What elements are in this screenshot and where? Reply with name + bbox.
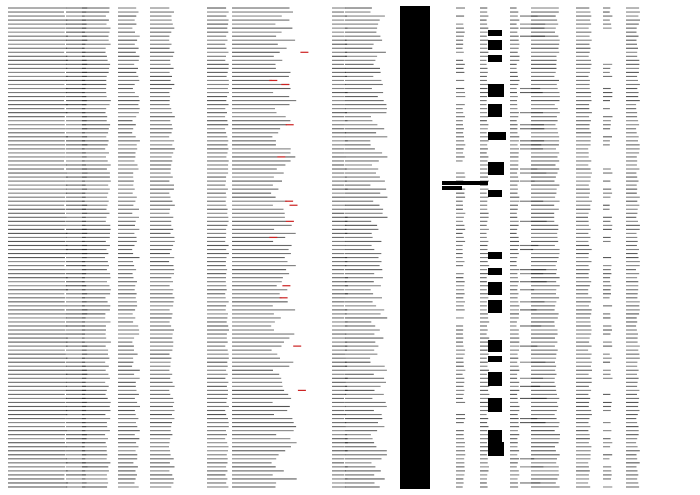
table-row <box>8 305 639 306</box>
red-accent-mark <box>280 297 288 298</box>
table-row <box>8 358 640 359</box>
table-row <box>8 333 638 334</box>
table-row <box>8 382 638 383</box>
table-row <box>8 454 637 455</box>
red-accent-mark <box>290 205 298 206</box>
table-row <box>8 217 636 218</box>
table-row <box>8 281 638 282</box>
table-row <box>8 426 639 427</box>
table-row <box>8 249 639 250</box>
table-row <box>8 430 639 431</box>
table-row <box>8 225 640 226</box>
table-row <box>8 398 639 399</box>
table-row <box>8 342 638 343</box>
redaction-block <box>488 190 502 197</box>
table-row <box>8 338 638 339</box>
table-row <box>8 386 637 387</box>
red-accent-mark <box>285 201 293 202</box>
table-row <box>8 350 638 351</box>
table-row <box>8 442 636 443</box>
table-row <box>8 301 640 302</box>
table-row <box>8 172 636 173</box>
table-row <box>8 185 637 186</box>
redaction-block <box>488 104 502 117</box>
table-row <box>8 374 637 375</box>
table-row <box>8 329 637 330</box>
table-row <box>8 92 639 93</box>
table-row <box>8 84 640 85</box>
table-row <box>8 450 640 451</box>
red-accent-mark <box>293 346 301 347</box>
table-row <box>8 297 637 298</box>
redaction-block <box>488 340 502 352</box>
table-row <box>8 273 639 274</box>
table-row <box>8 434 639 435</box>
table-row <box>8 148 640 149</box>
table-row <box>8 486 639 487</box>
redaction-block <box>488 300 502 313</box>
table-row <box>8 132 637 133</box>
table-row <box>8 32 637 33</box>
table-row <box>8 466 637 467</box>
redaction-block <box>442 186 462 190</box>
redaction-block <box>488 398 502 412</box>
table-row <box>8 237 637 238</box>
table-row <box>8 325 636 326</box>
table-row <box>8 168 639 169</box>
red-accent-mark <box>286 221 294 222</box>
table-row <box>8 354 639 355</box>
table-row <box>8 189 637 190</box>
table-row <box>8 458 637 459</box>
table-row <box>8 201 637 202</box>
table-row <box>8 478 637 479</box>
table-row <box>8 313 639 314</box>
table-row <box>8 144 640 145</box>
redaction-blocks <box>400 6 506 489</box>
table-row <box>8 309 640 310</box>
table-row <box>8 346 640 347</box>
red-accent-mark <box>286 124 294 125</box>
table-row <box>8 108 636 109</box>
table-row <box>8 462 640 463</box>
red-accent-mark <box>298 390 306 391</box>
table-row <box>8 11 640 12</box>
redaction-block <box>488 132 506 140</box>
table-row <box>8 422 637 423</box>
redaction-block <box>488 162 504 175</box>
table-row <box>8 257 639 258</box>
table-row <box>8 100 640 101</box>
table-row <box>8 112 637 113</box>
table-row <box>8 402 639 403</box>
table-row <box>8 205 639 206</box>
table-row <box>8 160 637 161</box>
table-row <box>8 20 640 21</box>
table-row <box>8 370 639 371</box>
table-row <box>8 394 637 395</box>
table-row <box>8 72 639 73</box>
table-row <box>8 36 639 37</box>
redaction-block <box>488 442 504 456</box>
table-row <box>8 48 638 49</box>
table-row <box>8 60 639 61</box>
table-row <box>8 378 639 379</box>
table-row <box>8 193 637 194</box>
table-row <box>8 366 637 367</box>
table-row <box>8 56 637 57</box>
red-accent-mark <box>281 84 289 85</box>
table-row <box>8 245 637 246</box>
redaction-block <box>488 282 502 295</box>
table-row <box>8 76 637 77</box>
red-accent-mark <box>300 52 308 53</box>
redaction-block <box>488 252 502 259</box>
table-row <box>8 414 638 415</box>
table-row <box>8 52 637 53</box>
table-row <box>8 40 637 41</box>
table-row <box>8 229 640 230</box>
table-row <box>8 80 638 81</box>
table-row <box>8 209 638 210</box>
table-row <box>8 177 637 178</box>
table-row <box>8 68 639 69</box>
table-row <box>8 164 637 165</box>
table-row <box>8 136 639 137</box>
table-row <box>8 390 639 391</box>
table-row <box>8 321 637 322</box>
redaction-block <box>488 356 502 362</box>
table-row <box>8 104 636 105</box>
table-row <box>8 152 639 153</box>
table-row <box>8 438 637 439</box>
table-row <box>8 213 637 214</box>
table-row <box>8 241 638 242</box>
table-row <box>8 446 638 447</box>
table-row <box>8 140 638 141</box>
table-row <box>8 253 638 254</box>
table-row <box>8 317 637 318</box>
table-row <box>8 7 639 8</box>
table-row <box>8 418 636 419</box>
table-row <box>8 470 638 471</box>
redaction-block <box>488 30 502 36</box>
table-row <box>8 233 637 234</box>
table-row <box>8 44 637 45</box>
table-row <box>8 265 640 266</box>
redaction-block <box>488 268 502 275</box>
redaction-column <box>400 6 430 489</box>
redaction-block <box>488 372 502 386</box>
table-row <box>8 406 638 407</box>
table-row <box>8 116 637 117</box>
table-row <box>8 96 638 97</box>
table-row <box>8 362 637 363</box>
table-row <box>8 277 637 278</box>
table-row <box>8 88 637 89</box>
table-row <box>8 474 638 475</box>
red-accent-mark <box>282 285 290 286</box>
red-accent-mark <box>277 156 285 157</box>
table-row <box>8 410 640 411</box>
table-row <box>8 285 638 286</box>
table-row <box>8 124 639 125</box>
table-row <box>8 293 638 294</box>
redaction-block <box>488 430 502 442</box>
table-row <box>8 28 637 29</box>
redaction-block <box>488 84 504 97</box>
red-accent-mark <box>269 237 277 238</box>
table-row <box>8 197 640 198</box>
table-row <box>8 289 638 290</box>
table-row <box>8 221 638 222</box>
table-row <box>8 269 636 270</box>
table-row <box>8 261 640 262</box>
table-rows <box>8 7 640 487</box>
table-row <box>8 156 637 157</box>
table-row <box>8 181 639 182</box>
redaction-block <box>488 55 502 62</box>
table-row <box>8 24 639 25</box>
redaction-block <box>442 181 488 185</box>
table-row <box>8 482 638 483</box>
red-accent-mark <box>269 80 277 81</box>
redaction-block <box>488 40 502 50</box>
table-row <box>8 128 636 129</box>
table-row <box>8 120 638 121</box>
table-row <box>8 64 639 65</box>
table-row <box>8 16 638 17</box>
